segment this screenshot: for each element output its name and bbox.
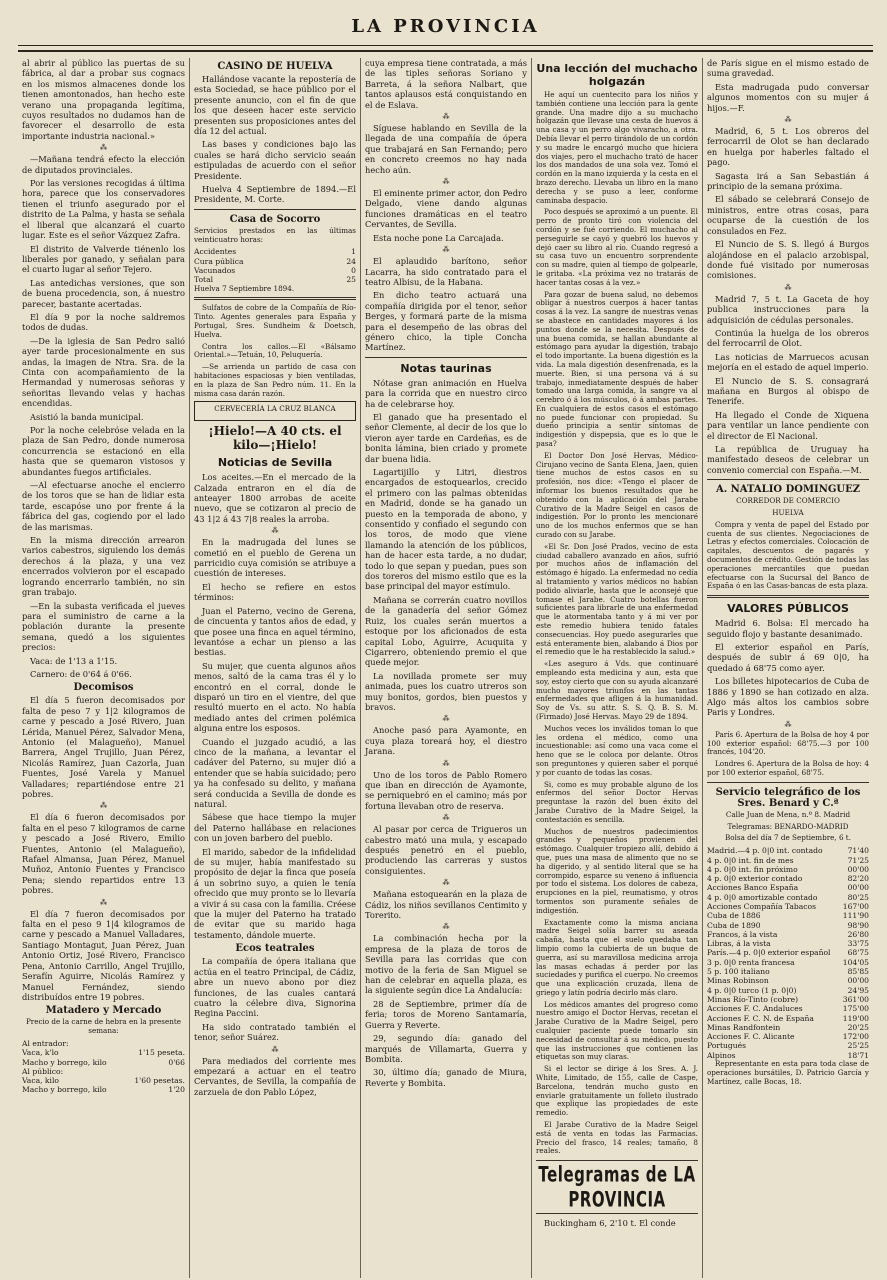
- table-row: Cuba de 1890 98'90: [706, 920, 869, 930]
- table-row: Acciones Banco España 00'00: [706, 883, 869, 893]
- table-row: Macho y borrego, kilo 0'66: [22, 1057, 185, 1067]
- article-paragraph: Sulfatos de cobre de la Compañía de Río-Tinto. Agentes generales para España y Portugal, Sres. Sundheim & Doetsch, Huelva.: [193, 303, 356, 339]
- ad-subtitle: Calle Juan de Mena, n.º 8. Madrid: [725, 809, 851, 819]
- table-row: 4 p. 0|0 int. fin próximo 00'00: [706, 864, 869, 874]
- article-paragraph: —En la subasta verificada el jueves para el suministro de carne a la población durante la presente semana, quedó a los siguientes precios:: [22, 600, 185, 653]
- table-row: Al entrador:: [22, 1038, 69, 1048]
- article-paragraph: El hecho se refiere en estos términos:: [193, 581, 356, 603]
- article-paragraph: Bolsa del día 7 de Septiembre, 6 t.: [724, 833, 851, 843]
- article-paragraph: El sábado se celebrará Consejo de ministros, entre otras cosas, para ocuparse de la cuestión de los consulados en Fez.: [706, 194, 869, 236]
- table-row: 3 p. 0|0 renta francesa 104'05: [706, 957, 869, 967]
- section-heading: Ecos teatrales: [235, 943, 315, 955]
- article-paragraph: Los billetes hipotecarios de Cuba de 1886 y 1890 se han cotizado en alza. Algo más altos los cambios sobre Paris y Londres.: [706, 676, 869, 718]
- article-paragraph: Para gozar de buena salud, no debemos obligar á nuestros cuerpos á hacer tantas cosas á la vez. La sangre de nuestras venas se abastece en cantidades mayores á los puntos donde se la necesita. Después de una buena comida, se hallan abundante al estómago para ayudar la digestión, trabajo el todo importante. La buena digestión es la vida. La mala digestión desenfrenada, es la muerte. Bien, si una persona vá á su trabajo, inmediatamente después de haber tomado una larga comida, la sangre va al cerebro ó á los músculos, ó á ambas partes. En cualquiera de estos casos el estómago no puede funcionar con propiedad. Su dueño principia a sentir síntomas de indigestión y dispepsia, que es lo que le pasa?: [535, 289, 698, 449]
- divider: [194, 297, 356, 300]
- article-paragraph: El marido, sabedor de la infidelidad de su mujer, había manifestado su propósito de dejar la finca que poseía á un sobrino suyo, a quien le tenía ofrecido que muy pronto se lo llevaría a vivir á su casa con la familia. Créese que la mujer del Paterno ha tratado de evitar que su marido haga testamento, dándole muerte.: [193, 846, 356, 940]
- article-paragraph: 30, último día; ganado de Miura, Reverte y Bombita.: [364, 1067, 527, 1088]
- article-paragraph: Esta noche pone La Carcajada.: [372, 232, 504, 243]
- article-paragraph: El ganado que ha presentado el señor Clemente, al decir de los que lo vieron ayer tarde en Cardeñas, es de bonita lámina, bien criado y promete dar buena lidia.: [364, 411, 527, 464]
- article-paragraph: El exterior español en París, después de subir á 69 0|0, ha quedado á 68'75 como ayer.: [706, 642, 869, 673]
- divider: [707, 782, 869, 783]
- article-paragraph: El Doctor Don José Hervas, Médico-Cirujano vecino de Santa Elena, Jaen, quien tiene muchos de estos casos en su profesión, nos dice: «Tengo el placer de informar los buenos resultados que he obtenido con la aplicación del Jarabe Curativo de la Madre Seigel en casos de indigestión. Por lo pronto les mencionaré uno de los muchos enfermos que se han curado con su Jarabe.: [535, 450, 698, 540]
- section-heading: Servicio telegráfico de los Sres. Benard y C.ª: [715, 786, 861, 809]
- article-paragraph: Madrid, 6, 5 t. Los obreros del ferrocarril de Olot se han declarado en huelga por haberles faltado el pago.: [706, 126, 869, 168]
- article-paragraph: Asistió la banda municipal.: [30, 411, 144, 422]
- article-paragraph: Mañana estoquearán en la plaza de Cádiz, los niños sevillanos Centimito y Torerito.: [364, 889, 527, 921]
- table-row: Vaca, k'lo 1'15 peseta.: [22, 1048, 185, 1058]
- separator-stars: ⁂: [271, 527, 279, 536]
- article-paragraph: Londres 6. Apertura de la Bolsa de hoy: 4 por 100 exterior español, 68'75.: [706, 759, 869, 778]
- separator-stars: ⁂: [442, 715, 450, 724]
- separator-stars: ⁂: [442, 879, 450, 888]
- article-paragraph: Para mediados del corriente mes empezará a actuar en el teatro Cervantes, de Sevilla, la compañía de zarzuela de don Pablo López,: [193, 1055, 356, 1097]
- table-row: París.—4 p. 0|0 exterior español 68'75: [706, 948, 869, 958]
- table-row: Acciones Compañía Tabacos 167'00: [706, 902, 869, 911]
- section-heading: A. NATALIO DOMINGUEZ: [715, 484, 861, 496]
- separator-stars: ⁂: [99, 898, 107, 907]
- table-row: Al público:: [22, 1066, 64, 1076]
- article-paragraph: París 6. Apertura de la Bolsa de hoy 4 por 100 exterior español: 68'75.—3 por 100 francés, 104'20.: [706, 729, 869, 757]
- article-paragraph: «Les aseguro á Vds. que continuaré empleando esta medicina y aun, esta que soy, estoy cierto que con su ayuda alcanzaré mucho mayores triunfos en las tantas enfermedades que afligen á la humanidad. Soy de Vs. su attr. S. S. Q. B. S. M. (Firmado) José Hervas. Mayo 29 de 1894.: [535, 659, 698, 721]
- table-row: 5 p. 100 italiano 85'85: [706, 967, 869, 977]
- article-paragraph: Por las versiones recogidas á última hora, parece que los conservadores tienen el triunfo asegurado por el distrito de La Palma, y hasta se señala el liberal que alcanzará el cuarto lugar. Este es el señor Vázquez Zafra.: [22, 178, 185, 241]
- section-heading: Noticias de Sevilla: [217, 456, 333, 470]
- article-paragraph: Muchos de nuestros padecimientos grandes y pequeños provienen del estómago. Cualquier tropiezo allí, debido á que, pues una masa de alimento que no se ha digerido, y al sentido literal que se ha corrompido, esparce su veneno á influencia por todo el sistema. Los dolores de cabeza, erupciones en la piel, reumatismo, y otros tormentos son puramente señales de indigestión.: [535, 826, 698, 915]
- article-paragraph: Carnero: de 0'64 á 0'66.: [30, 668, 132, 679]
- article-paragraph: Anoche pasó para Ayamonte, en cuya plaza toreará hoy, el diestro Jarana.: [364, 725, 527, 757]
- separator-stars: ⁂: [442, 923, 450, 932]
- article-paragraph: cuya empresa tiene contratada, a más de las tiples señoras Soriano y Barreta, á la señora Nalbart, que tantos aplausos está conquistando en el de Eslava.: [364, 58, 527, 110]
- table-row: 4 p. 0|0 amortizable contado 80'25: [706, 892, 869, 902]
- table-row: Francos, á la vista 26'80: [706, 929, 869, 939]
- article-paragraph: de París sigue en el mismo estado de suma gravedad.: [706, 58, 869, 79]
- separator-stars: ⁂: [99, 802, 107, 811]
- article-paragraph: Hallándose vacante la repostería de esta Sociedad, se hace público por el presente anuncio, con el fin de que los que deseen hacer este servicio presenten sus proposiciones antes del día 12 del actual.: [193, 74, 356, 137]
- article-paragraph: Los aceites.—En el mercado de la Calzada entraron en el día de anteayer 1800 arrobas de aceite nuevo, que se cotizaron al precio de 43 1|2 á 43 7|8 reales la arroba.: [193, 472, 356, 524]
- article-paragraph: Servicios prestados en las últimas veinticuatro horas:: [193, 225, 356, 244]
- article-paragraph: Poco después se aproximó a un puente. El perro de pronto tiró con violencia del cordón y se fué corriendo. El muchacho al perseguirle se cayó y quebró los huevos y dejó caer su libro al río. Cuando regresó a su casa tuvo un encuentro sorprendente con su madre, quien al tiempo de golpearle, le gritaba. «La próxima vez no tratarás de hacer tantas cosas á la vez.»: [535, 207, 698, 287]
- article-paragraph: El día 5 fueron decomisados por falta de peso 7 y 1|2 kilogramos de carne y pescado a José Rivero, Juan Lérida, Manuel Pérez, Salvador Mena, Antonio (el Malagueño), Manuel Barrera, Angel Trujillo, Juan Pérez, Nicolás Ramírez, Juan Cazorla, Juan Fuentes, José Varela y Manuel Valladares; repartiéndose entre 21 pobres.: [22, 695, 185, 799]
- table-row: Libras, á la vista 33'75: [706, 939, 869, 949]
- section-heading: VALORES PÚBLICOS: [727, 602, 849, 616]
- article-paragraph: Ha sido contratado también el tenor, señor Suárez.: [193, 1021, 356, 1043]
- article-paragraph: La república de Uruguay ha manifestado deseos de celebrar un convenio comercial con España.—M.: [706, 444, 869, 475]
- separator-stars: ⁂: [442, 246, 450, 255]
- article-paragraph: Representante en esta para toda clase de operaciones bursátiles, D. Patricio García y Martínez, calle Bocas, 18.: [706, 1059, 869, 1086]
- table-row: Macho y borrego, kilo 1'20: [22, 1085, 185, 1095]
- hielo-ad: ¡Hielo!—A 40 cts. el kilo—¡Hielo!: [208, 424, 342, 453]
- article-paragraph: El eminente primer actor, don Pedro Delgado, viene dando algunas funciones dramáticas en el teatro Cervantes, de Sevilla.: [364, 188, 527, 230]
- separator-stars: ⁂: [784, 116, 792, 125]
- separator-stars: ⁂: [784, 720, 792, 729]
- article-paragraph: —Mañana tendrá efecto la elección de diputados provinciales.: [22, 154, 185, 175]
- article-paragraph: He aquí un cuentecito para los niños y también contiene una lección para la gente grande. Una madre dijo a su muchacho holgazán que llevase una cesta de huevos á una casa y un perro algo vivaracho, a otra. Debía llevar el perro tirándolo de un cordón y su madre le encargó mucho que hiciera dos viajes, pero el muchacho trató de hacer los dos mandados de una sola vez. Tomó el cordón en la mano izquierda y la cesta en el brazo derecho. Llevaba un libro en la mano derecha y se puso a leer, conforme caminaba despacio.: [535, 90, 698, 205]
- article-paragraph: «El Sr. Don José Prados, vecino de esta ciudad caballero avanzado en años, sufrió por muchos años de inflamación del estómago é hígado. La enfermedad no cedía al tratamiento y varios médicos no habían podido aliviarle, hasta que le aconsejé que tomase el Jarabe. Cuatro botellas fueron suficientes para librarle de una enfermedad que le atormentaba tanto y á mi ver por este remedio hubiera tenido fatales consecuencias. Hoy puedo asegurarles que está enteramente bien, alabando á Dios por el remedio que le ha restablecido la salud.»: [535, 541, 698, 657]
- table-row: Madrid.—4 p. 0|0 int. contado 71'40: [706, 846, 869, 856]
- article-paragraph: 28 de Septiembre, primer día de feria; toros de Moreno Santamaría, Guerra y Reverte.: [364, 998, 527, 1030]
- article-paragraph: al abrir al público las puertas de su fábrica, al dar a probar sus cognacs en los mismos almacenes donde los tienen amontonados, han hecho este verano una propaganda legítima, cuyos resultados no dudamos han de favorecer el desarrollo de esta importante industria nacional.»: [22, 58, 185, 141]
- article-paragraph: Sagasta irá a San Sebastián á principio de la semana próxima.: [706, 170, 869, 192]
- ad-subtitle: Telegramas: BENARDO-MADRID: [727, 821, 849, 831]
- divider: [536, 1213, 698, 1214]
- article-paragraph: Lagartijillo y Litri, diestros encargados de estoquearlos, crecido el primero con las palmas obtenidas en Madrid, donde se ha ganado un puesto en la temporada de abono, y consentido y confiado el segundo con los toros, de modo que viene llamando la atención de los públicos, han de hacer esta tarde, a no dudar, todo lo que sepan y puedan, pues son dos toreros del mismo estilo que es la base principal del mayor estímulo.: [364, 467, 527, 592]
- article-paragraph: Vaca: de 1'13 a 1'15.: [30, 655, 118, 666]
- divider: [365, 357, 527, 358]
- article-paragraph: La combinación hecha por la empresa de la plaza de toros de Sevilla para las corridas que con motivo de la feria de San Miguel se han de celebrar en aquella plaza, es la siguiente según dice La Andalucía:: [364, 933, 527, 996]
- article-paragraph: Huelva 4 Septiembre de 1894.—El Presidente, M. Corte.: [193, 184, 356, 205]
- section-heading: Decomisos: [73, 682, 134, 694]
- bolsa-table: [707, 846, 869, 1060]
- mercado-table: [22, 1039, 185, 1095]
- table-row: Accidentes 1: [193, 247, 356, 257]
- column-1: [18, 58, 189, 1278]
- article-paragraph: El día 6 fueron decomisados por falta en el peso 7 kilogramos de carne y pescado a José Rivero, Emilio Fuentes, Antonio (el Malagueño), Rafael Almansa, Juan Pérez, Manuel Muñoz, Antonio Fuentes y Francisco Pena; siendo repartidos entre 13 pobres.: [22, 812, 185, 896]
- article-paragraph: Al pasar por cerca de Trigueros un cabestro mató una mula, y escapado después penetró en el pueblo, produciendo las carreras y sustos consiguientes.: [364, 824, 527, 876]
- article-paragraph: El día 7 fueron decomisados por falta en el peso 9 1|4 kilogramos de carne y pescado a Manuel Valladares, Santiago Montagut, Juan Pérez, Juan Antonio Ortiz, José Rivero, Francisco Pena, Antonio Carrillo, Angel Trujillo, Serafín Aguirre, Nicolás Ramírez y Manuel Fernández, siendo distribuídos entre 19 pobres.: [22, 908, 185, 1002]
- article-paragraph: En la misma dirección arrearon varios cabestros, siguiendo los demás derechos á la plaza, y una vez encerrados volvieron por el escapado logrando encerrarlo también, no sin gran trabajo.: [22, 535, 185, 598]
- newspaper-title: LA PROVINCIA: [351, 16, 540, 37]
- table-row: Portugués 25'25: [706, 1041, 869, 1051]
- table-row: 4 p. 0|0 exterior contado 82'20: [706, 874, 869, 884]
- article-paragraph: —De la iglesia de San Pedro salió ayer tarde procesionalmente en sus andas, la imagen de Ntra. Sra. de la Cinta con acompañamiento de la Hermandad y numerosas señoras y señoritas llevando velas y hachas encendidas.: [22, 335, 185, 409]
- article-paragraph: Exactamente como la misma anciana madre Seigel solía barrer su aseada cabaña, hasta que el suelo quedaba tan limpio como la cubierta de un buque de guerra, así su maravillosa medicina arroja las masas echadas á perder por las suciedades y purifica el cuerpo. No creemos que una explicación cruzada, llena de griego y latín podría decirlo más claro.: [535, 917, 698, 997]
- article-paragraph: La novillada promete ser muy animada, pues los cuatro utreros son muy bonitos, gordos, bien puestos y bravos.: [364, 670, 527, 712]
- article-paragraph: —Se arrienda un partido de casa con habitaciones espaciosas y bien ventiladas, en la plaza de San Pedro núm. 11. En la misma casa darán razón.: [193, 362, 356, 398]
- article-paragraph: Su mujer, que cuenta algunos años menos, saltó de la cama tras él y lo encontró en el corral, donde le disparó un tiro en el vientre, del que resultó muerto en el acto. No había mediado antes del crimen polémica alguna entre los esposos.: [193, 660, 356, 734]
- ad-title: CERVECERÍA LA CRUZ BLANCA: [214, 404, 336, 414]
- ad-box: [194, 401, 356, 421]
- table-row: Cura pública 24: [193, 256, 356, 266]
- socorro-table: [194, 247, 356, 284]
- article-paragraph: Buckingham 6, 2'10 t. El conde: [543, 1218, 676, 1229]
- column-4: [531, 58, 702, 1278]
- article-paragraph: Muchos veces los inválidos toman lo que les ordena el médico, como una incuestionable: así como una vaca come el heno que se le coloca por delante. Otros son preguntones y quieren saber el porqué y por cuanto de todas las cosas.: [535, 723, 698, 777]
- table-row: Minas Robinson 00'00: [706, 976, 869, 986]
- masthead-rule: [18, 45, 873, 46]
- article-paragraph: Si, como es muy probable alguno de los enfermos del señor Doctor Hervas preguntase la razón del buen éxito del Jarabe Curativo de la Madre Seigel, la contestación es sencilla.: [535, 779, 698, 824]
- article-paragraph: Mañana se correrán cuatro novillos de la ganadería del señor Gómez Ruiz, los cuales serán muertos a estoque por los aficionados de esta capital Lobo, Aguirre, Acuquita y Cigarrero, obteniendo premio el que quede mejor.: [364, 594, 527, 668]
- article-paragraph: 29, segundo día: ganado del marqués de Villamarta, Guerra y Bombita.: [364, 1033, 527, 1064]
- table-row: Total 25: [193, 275, 356, 285]
- article-paragraph: Madrid 7, 5 t. La Gaceta de hoy publica instrucciones para la adquisición de cédulas personales.: [706, 293, 869, 325]
- table-row: Cuba de 1886 111'90: [706, 911, 869, 921]
- table-row: 4 p. 0|0 turco (1 p. 0|0) 24'95: [706, 985, 869, 995]
- article-paragraph: Precio de la carne de hebra en la presente semana:: [25, 1017, 182, 1036]
- article-paragraph: Contra los callos.—El «Bálsamo Oriental.»—Tetuán, 10, Peluquería.: [193, 341, 356, 360]
- article-paragraph: —Al efectuarse anoche el encierro de los toros que se han de lidiar esta tarde, escapóse uno por frente á la fábrica del gas, cogiendo por el lado de las marismas.: [22, 480, 185, 532]
- article-paragraph: Si el lector se dirige á los Sres. A. J. White, Limitado, de 155, calle de Caspe, Barcelona, tendrán mucho gusto en enviarle gratuitamente un folleto ilustrado que explique las propiedades de este remedio.: [535, 1064, 698, 1118]
- table-row: Minas Río-Tinto (cobre) 361'00: [706, 994, 869, 1004]
- article-paragraph: Ha llegado el Conde de Xiquena para ventilar un lance pendiente con el director de El Nacional.: [706, 409, 869, 441]
- article-paragraph: Nótase gran animación en Huelva para la corrida que en nuestro circo ha de celebrarse hoy.: [364, 377, 527, 409]
- separator-stars: ⁂: [442, 814, 450, 823]
- article-paragraph: Los médicos amantes del progreso como nuestro amigo el Doctor Hervas, recetan el Jarabe Curativo de la Madre Seigel, pero cualquier paciente puede tomarlo sin necesidad de consultar á su médico, puesto que las instrucciones que contienen las etiquetas son muy claras.: [535, 999, 698, 1062]
- article-paragraph: Cuando el juzgado acudió, a las cinco de la mañana, a levantar el cadáver del Paterno, su mujer dió a entender que se había suicidado; pero ya ha confesado su delito, y mañana será conducida a Sevilla de donde es natural.: [193, 736, 356, 809]
- table-row: Vacunados 0: [193, 266, 356, 276]
- telegramas-banner: Telegramas de LA PROVINCIA: [538, 1162, 696, 1213]
- table-row: Alpinos 18'71: [706, 1050, 869, 1060]
- ad-subtitle: HUELVA: [772, 508, 804, 518]
- separator-stars: ⁂: [784, 283, 792, 292]
- table-row: 4 p. 0|0 int. fin de mes 71'25: [706, 855, 869, 865]
- column-3: [360, 58, 531, 1278]
- article-paragraph: El Jarabe Curativo de la Madre Seigel está de venta en todas las Farmacias. Precio del frasco, 14 reales; tamaño, 8 reales.: [535, 1120, 698, 1156]
- article-paragraph: En dicho teatro actuará una compañía dirigida por el tenor, señor Berges, y formará parte de la misma para el desempeño de las obras del género chico, la tiple Concha Martínez.: [364, 290, 527, 353]
- separator-stars: ⁂: [442, 113, 450, 122]
- section-heading: Matadero y Mercado: [45, 1005, 162, 1017]
- article-paragraph: El día 9 por la noche saldremos todos de dudas.: [22, 311, 185, 333]
- article-paragraph: Las noticias de Marruecos acusan mejoría en el estado de aquel imperio.: [706, 351, 869, 373]
- masthead: [18, 8, 873, 52]
- table-row: Acciones F. C. N. de España 119'00: [706, 1013, 869, 1023]
- separator-stars: ⁂: [442, 759, 450, 768]
- separator-stars: ⁂: [271, 1045, 279, 1054]
- article-paragraph: La compañía de ópera italiana que actúa en el teatro Principal, de Cádiz, abre un nuevo abono por diez funciones, de las cuales cantará cuatro la célebre diva, Signorina Regina Paccini.: [193, 956, 356, 1019]
- separator-stars: ⁂: [99, 144, 107, 153]
- columns: [18, 58, 873, 1278]
- table-row: Acciones F. C. Andaluces 175'00: [706, 1004, 869, 1014]
- article-paragraph: Por la noche celebróse velada en la plaza de San Pedro, donde numerosa concurrencia se estacionó en ella hasta que se quemaron vistosos y abundantes fuegos artificiales.: [22, 425, 185, 477]
- table-row: Minas Randfontein 20'25: [706, 1022, 869, 1032]
- column-2: [189, 58, 360, 1278]
- article-paragraph: El Nuncio de S. S. llegó á Burgos alojándose en el palacio arzobispal, donde fué visitado por numerosas comisiones.: [706, 239, 869, 281]
- article-paragraph: El distrito de Valverde tiénenlo los liberales por ganado, y señalan para el cuarto lugar al señor Tejero.: [22, 243, 185, 275]
- section-heading: CASINO DE HUELVA: [217, 61, 333, 72]
- article-paragraph: Síguese hablando en Sevilla de la llegada de una compañía de ópera que trabajará en San Fernando; pero en concreto creemos no hay nada hecho aún.: [364, 123, 527, 175]
- divider: [707, 595, 869, 598]
- article-paragraph: Las bases y condiciones bajo las cuales se hará dicho servicio seaán estipuladas de acuerdo con el señor Presidente.: [193, 139, 356, 181]
- divider: [194, 209, 356, 210]
- article-paragraph: Uno de los toros de Pablo Romero que iban en dirección de Ayamonte, se perniquebró en el camino; más por fortuna llevaban otro de reserva.: [364, 769, 527, 811]
- table-row: Vaca, kilo 1'60 pesetas.: [22, 1076, 185, 1086]
- article-paragraph: El Nuncio de S. S. consagrará mañana en Burgos al obispo de Tenerife.: [706, 375, 869, 407]
- article-paragraph: Esta madrugada pudo conversar algunos momentos con su mujer á hijos.—F.: [706, 81, 869, 113]
- section-heading: Una lección del muchacho holgazán: [536, 62, 698, 88]
- section-heading: Casa de Socorro: [229, 213, 321, 225]
- article-paragraph: El aplaudido barítono, señor Lacarra, ha sido contratado para el teatro Albisu, de la Habana.: [364, 256, 527, 287]
- table-row: Acciones F. C. Alicante 172'00: [706, 1032, 869, 1042]
- article-paragraph: Compra y venta de papel del Estado por cuenta de sus clientes. Negociaciones de Letras y efectos comerciales. Colocación de capitales, descuentos de pagarés y documentos de crédito. Gestión de todas las operaciones mercantiles que puedan efectuarse con la Sucursal del Banco de España ó en las Casas-bancas de esta plaza.: [706, 519, 869, 591]
- article-paragraph: Juan el Paterno, vecino de Gerena, de cincuenta y tantos años de edad, y que posee una finca en aquel término, levantóse a echar un pienso a las bestias.: [193, 605, 356, 658]
- article-paragraph: En la madrugada del lunes se cometió en el pueblo de Gerena un parricidio cuya comisión se atribuye a cuestión de intereses.: [193, 537, 356, 579]
- column-5: [702, 58, 873, 1278]
- article-paragraph: Huelva 7 Septiembre 1894.: [193, 283, 295, 293]
- article-paragraph: Madrid 6. Bolsa: El mercado ha seguido flojo y bastante desanimado.: [706, 618, 869, 639]
- separator-stars: ⁂: [442, 178, 450, 187]
- section-heading: Notas taurinas: [400, 361, 492, 375]
- article-paragraph: Las antedichas versiones, que son de buena procedencia, son, á nuestro parecer, bastante acertadas.: [22, 277, 185, 309]
- ad-subtitle: CORREDOR DE COMERCIO: [736, 496, 840, 506]
- divider: [707, 479, 869, 480]
- article-paragraph: Sábese que hace tiempo la mujer del Paterno hallábase en relaciones con un joven barbero del pueblo.: [193, 812, 356, 844]
- article-paragraph: Continúa la huelga de los obreros del ferrocarril de Olot.: [706, 327, 869, 349]
